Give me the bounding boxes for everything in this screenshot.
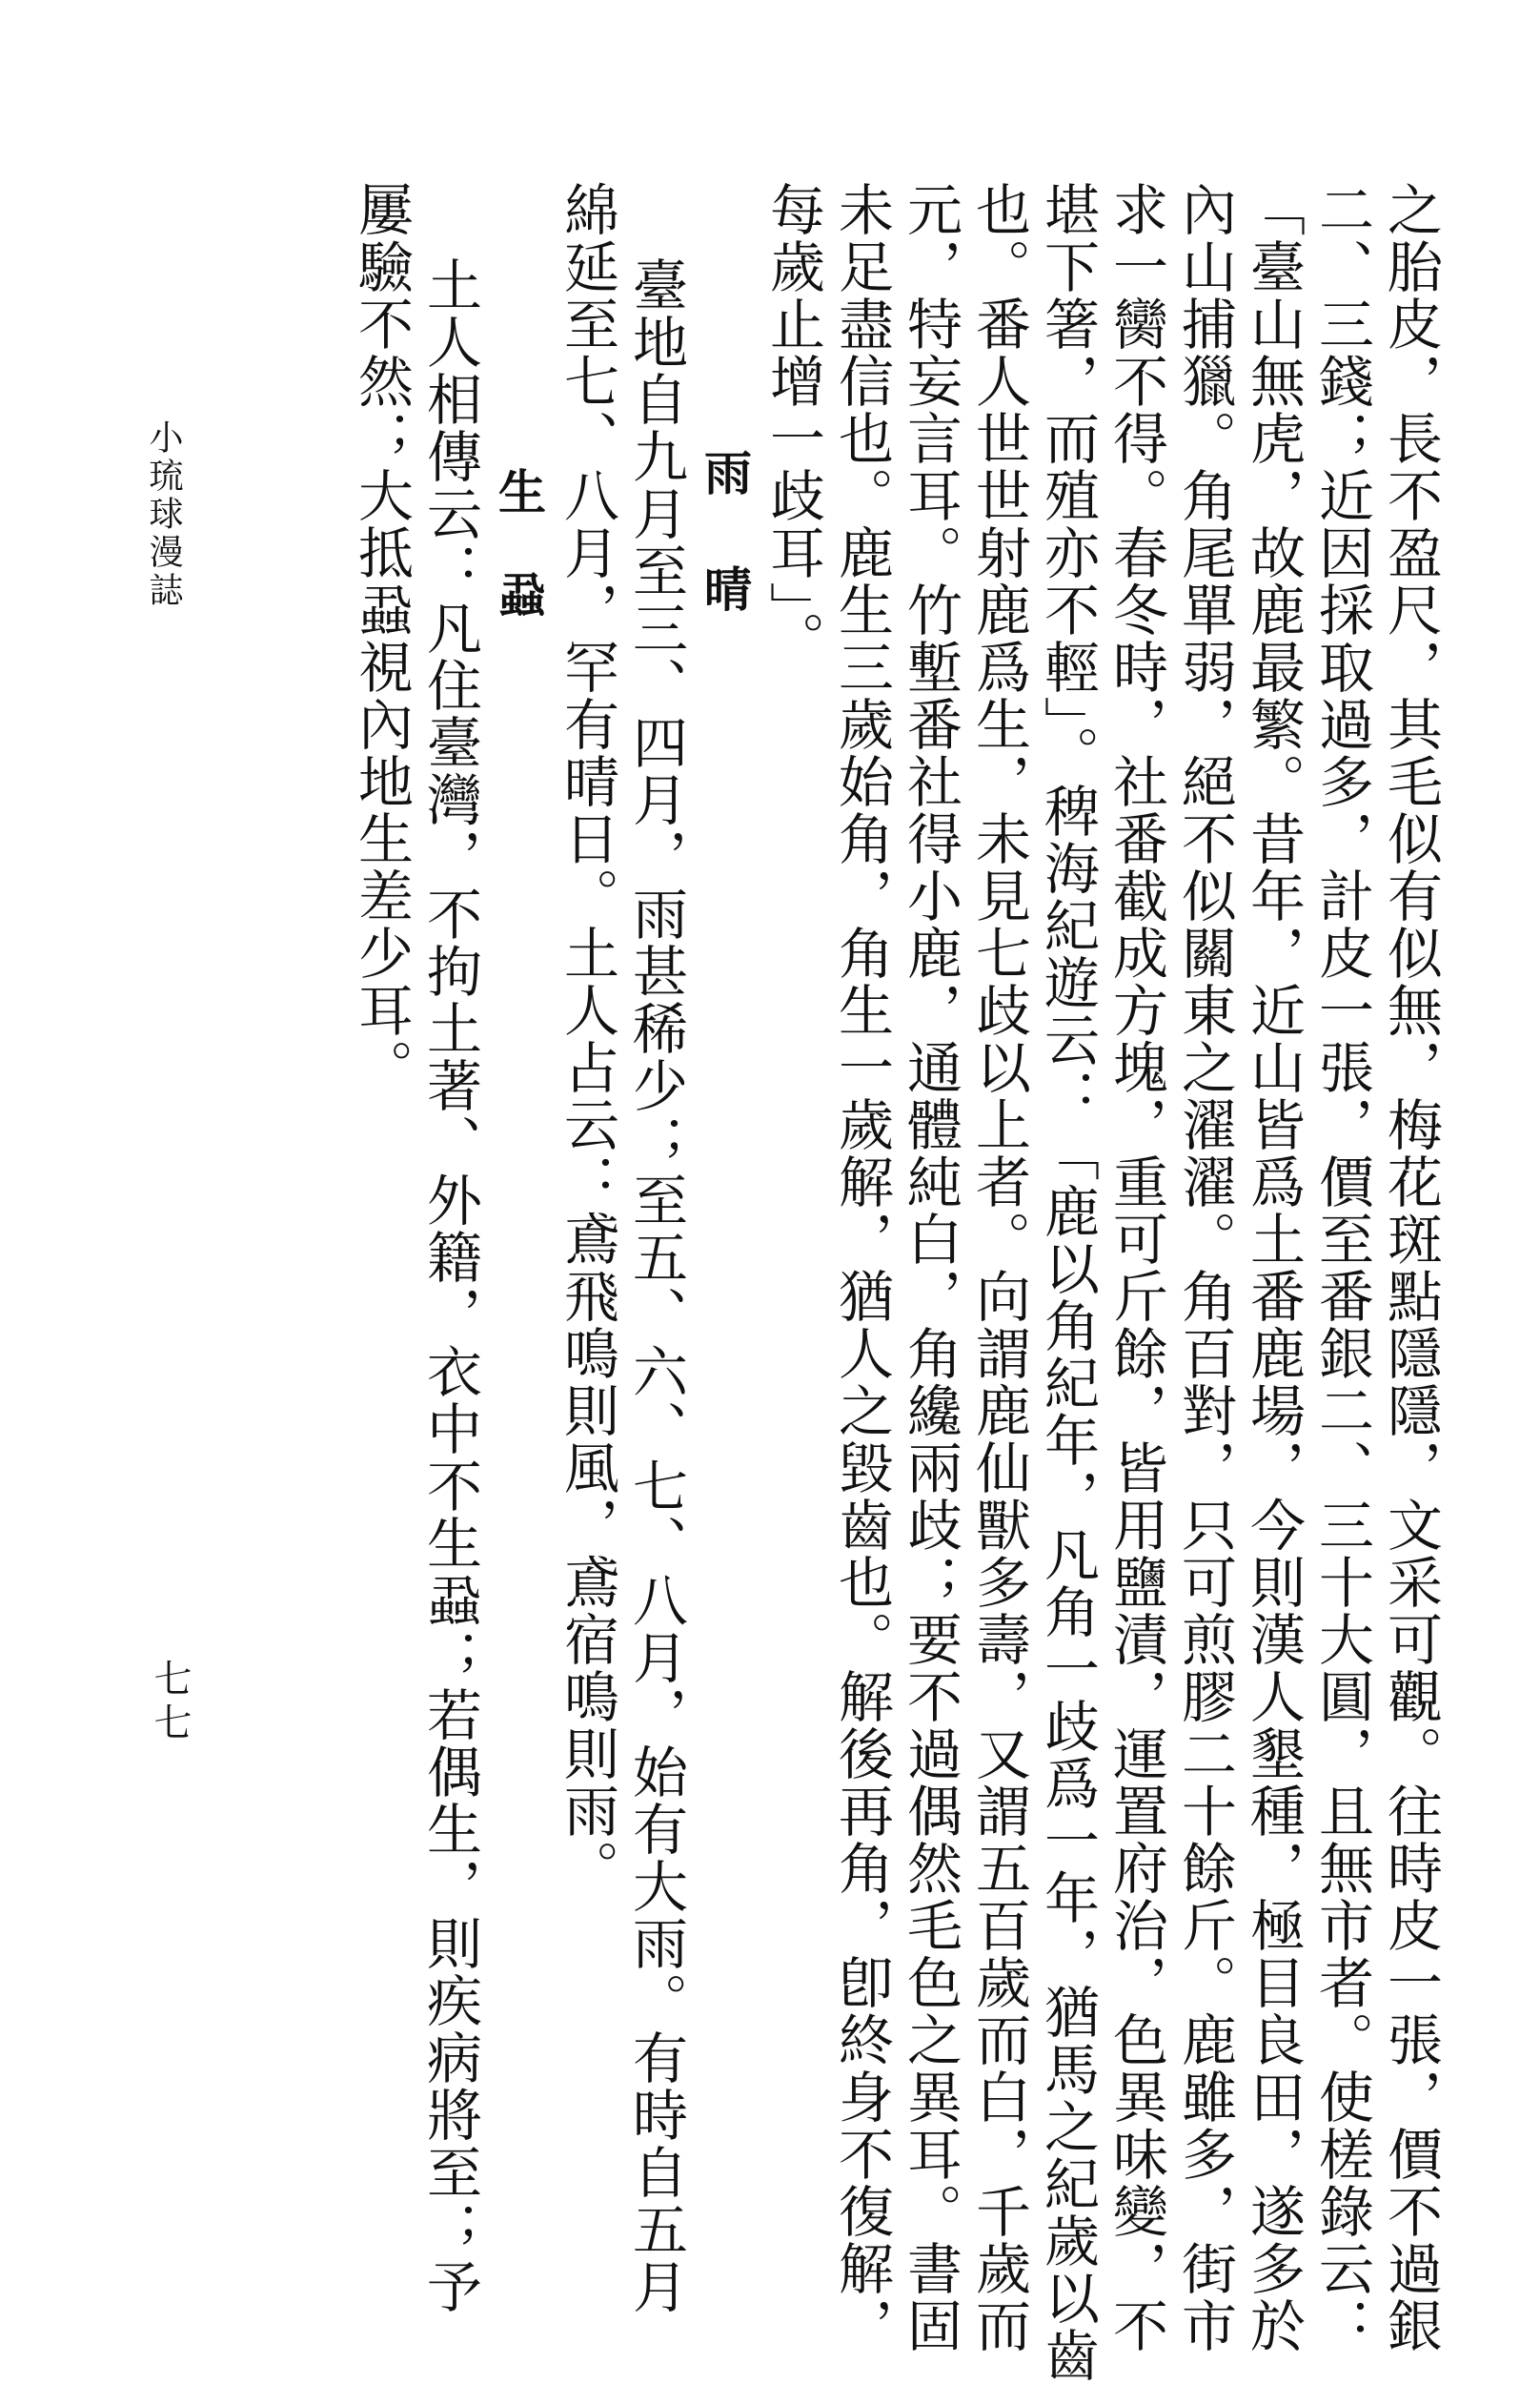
paragraph-first-column: 土人相傳云：凡住臺灣，不拘土著、外籍，衣中不生蝨；若偶生，則疾病將至；予 (417, 256, 482, 2315)
text-column: 「臺山無虎，故鹿最繁。昔年，近山皆爲土番鹿場，今則漢人墾種，極目良田，遂多於 (1241, 181, 1306, 2354)
text-column: 也。番人世世射鹿爲生，未見七歧以上者。向謂鹿仙獸多壽，又謂五百歲而白，千歲而 (966, 181, 1031, 2354)
text-column: 元，特妄言耳。竹塹番社得小鹿，通體純白，角纔兩歧；要不過偶然毛色之異耳。書固 (898, 181, 962, 2354)
text-column: 每歲止增一歧耳」。 (760, 181, 825, 668)
running-title: 小琉球漫誌 (144, 419, 183, 610)
section-heading-rain-clear: 雨晴 (697, 448, 753, 681)
section-heading-lice: 生蝨 (491, 467, 547, 673)
paragraph-first-column: 臺地自九月至三、四月，雨甚稀少；至五、六、七、八月，始有大雨。有時自五月 (623, 256, 688, 2315)
text-column: 二、三錢；近因採取過多，計皮一張，價至番銀二、三十大圓，且無市者。使槎錄云： (1309, 181, 1374, 2354)
text-column: 堪下箸，而殖亦不輕」。稗海紀遊云：「鹿以角紀年，凡角一歧爲一年，猶馬之紀歲以齒 (1035, 181, 1100, 2384)
text-column: 求一臠不得。春冬時，社番截成方塊，重可斤餘，皆用鹽漬，運置府治，色異味變，不 (1104, 181, 1168, 2354)
text-column: 內山捕獵。角尾單弱，絕不似關東之濯濯。角百對，只可煎膠二十餘斤。鹿雖多，街市 (1172, 181, 1237, 2354)
page-number: 七七 (148, 1659, 192, 1746)
text-column: 未足盡信也。鹿生三歲始角，角生一歲解，猶人之毀齒也。解後再角，卽終身不復解， (829, 181, 894, 2354)
vertical-text-block (347, 181, 1445, 2384)
text-column: 綿延至七、八月，罕有晴日。土人占云：鳶飛鳴則風，鳶宿鳴則雨。 (555, 181, 619, 1897)
text-column: 屢驗不然；大抵蝨視內地生差少耳。 (349, 181, 414, 1096)
text-column: 之胎皮，長不盈尺，其毛似有似無，梅花斑點隱隱，文采可觀。往時皮一張，價不過銀 (1378, 181, 1443, 2354)
